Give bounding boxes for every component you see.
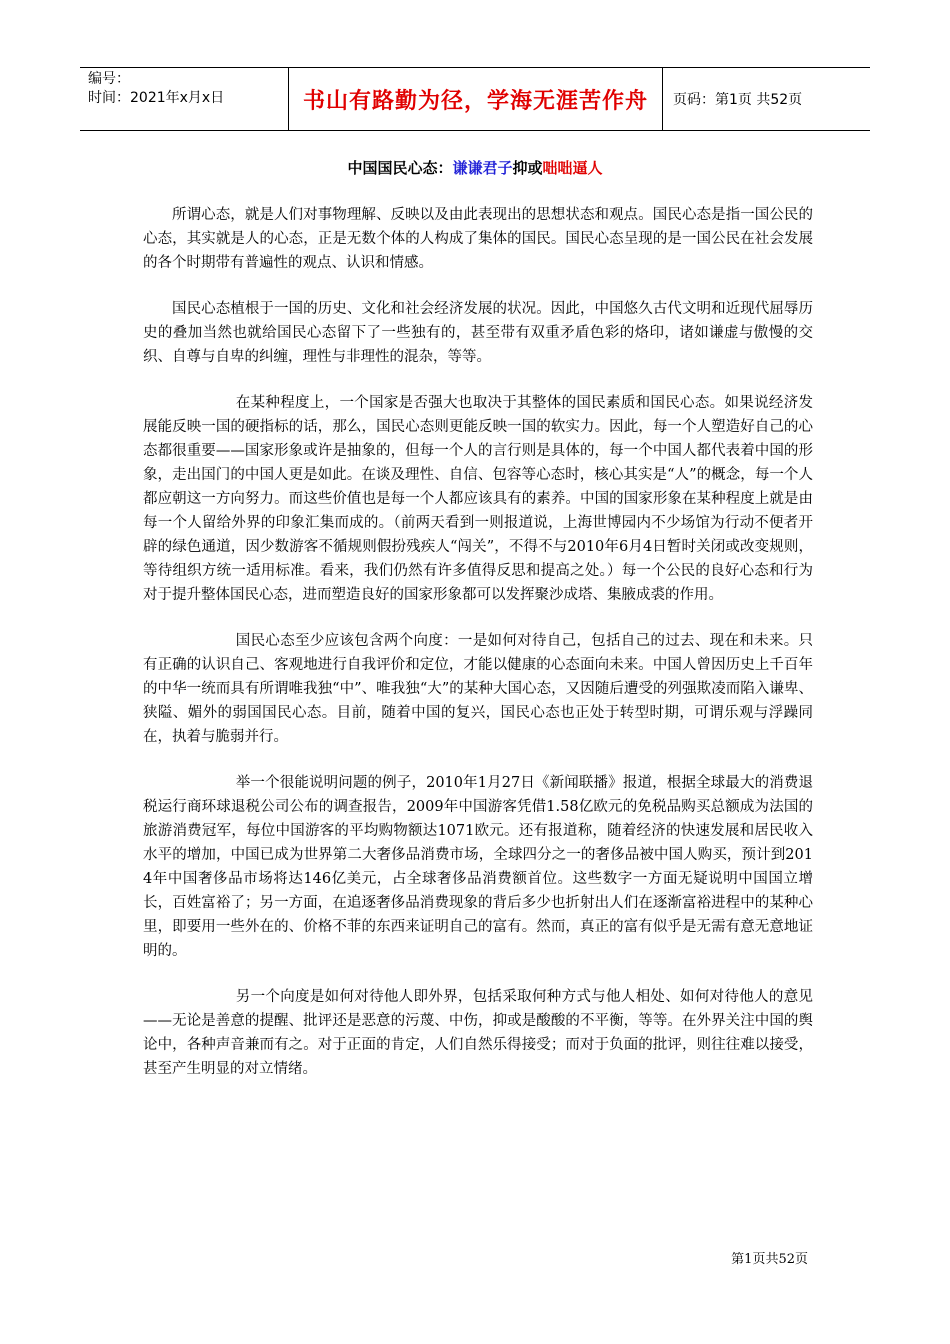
title-part-3: 抑或 <box>512 159 543 177</box>
paragraph-2: 国民心态植根于一国的历史、文化和社会经济发展的状况。因此，中国悠久古代文明和近现代屈辱历史的叠加当然也就给国民心态留下了一些独有的，甚至带有双重矛盾色彩的烙印，诸如谦虚与傲慢的交织、自尊与自卑的纠缠，理性与非理性的混杂，等等。 <box>143 301 813 365</box>
title-part-2: 谦谦君子 <box>452 159 513 177</box>
paragraph-5: 举一个很能说明问题的例子，2010年1月27日《新闻联播》报道，根据全球最大的消费退税运行商环球退税公司公布的调查报告，2009年中国游客凭借1.58亿欧元的免税品购买总额成为法国的旅游消费冠军，每位中国游客的平均购物额达1071欧元。还有报道称，随着经济的快速发展和居民收入水平的增加，中国已成为世界第二大奢侈品消费市场，全球四分之一的奢侈品被中国人购买，预计到2014年中国奢侈品市场将达146亿美元，占全球奢侈品消费额首位。这些数字一方面无疑说明中国国立增长，百姓富裕了；另一方面，在追逐奢侈品消费现象的背后多少也折射出人们在逐渐富裕进程中的某种心里，即要用一些外在的、价格不菲的东西来证明自己的富有。然而，真正的富有似乎是无需有意无意地证明的。 <box>143 775 813 959</box>
title-part-1: 中国国民心态： <box>347 159 453 177</box>
paragraph-6: 另一个向度是如何对待他人即外界，包括采取何种方式与他人相处、如何对待他人的意见——无论是善意的提醒、批评还是恶意的污蔑、中伤，抑或是酸酸的不平衡，等等。在外界关注中国的舆论中，各种声音兼而有之。对于正面的肯定，人们自然乐得接受；而对于负面的批评，则往往难以接受，甚至产生明显的对立情绪。 <box>143 989 813 1077</box>
number-label: 编号： <box>88 71 130 87</box>
header-page-label: 页码：第1页 共52页 <box>673 92 803 108</box>
header-motto: 书山有路勤为径，学海无涯苦作舟 <box>289 68 663 130</box>
paragraph-4: 国民心态至少应该包含两个向度：一是如何对待自己，包括自己的过去、现在和未来。只有正确的认识自己、客观地进行自我评价和定位，才能以健康的心态面向未来。中国人曾因历史上千百年的中华一统而具有所谓唯我独“中”、唯我独“大”的某种大国心态，又因随后遭受的列强欺凌而陷入谦卑、狭隘、媚外的弱国国民心态。目前，随着中国的复兴，国民心态也正处于转型时期，可谓乐观与浮躁同在，执着与脆弱并行。 <box>143 633 813 745</box>
page-header <box>80 67 870 131</box>
document-body <box>143 203 813 1081</box>
time-label: 时间：2021年x月x日 <box>88 90 225 106</box>
title-part-4: 咄咄逼人 <box>542 159 603 177</box>
header-meta <box>80 68 289 130</box>
document-title <box>0 157 950 178</box>
paragraph-1: 所谓心态，就是人们对事物理解、反映以及由此表现出的思想状态和观点。国民心态是指一国公民的心态，其实就是人的心态，正是无数个体的人构成了集体的国民。国民心态呈现的是一国公民在社会发展的各个时期带有普遍性的观点、认识和情感。 <box>143 207 813 271</box>
paragraph-3: 在某种程度上，一个国家是否强大也取决于其整体的国民素质和国民心态。如果说经济发展能反映一国的硬指标的话，那么，国民心态则更能反映一国的软实力。因此，每一个人塑造好自己的心态都很重要——国家形象或许是抽象的，但每一个人的言行则是具体的，每一个中国人都代表着中国的形象，走出国门的中国人更是如此。在谈及理性、自信、包容等心态时，核心其实是“人”的概念，每一个人都应朝这一方向努力。而这些价值也是每一个人都应该具有的素养。中国的国家形象在某种程度上就是由每一个人留给外界的印象汇集而成的。（前两天看到一则报道说，上海世博园内不少场馆为行动不便者开辟的绿色通道，因少数游客不循规则假扮残疾人“闯关”，不得不与2010年6月4日暂时关闭或改变规则，等待组织方统一适用标准。看来，我们仍然有许多值得反思和提高之处。）每一个公民的良好心态和行为对于提升整体国民心态，进而塑造良好的国家形象都可以发挥聚沙成塔、集腋成裘的作用。 <box>143 395 813 603</box>
page-footer: 第1页共52页 <box>731 1252 808 1267</box>
